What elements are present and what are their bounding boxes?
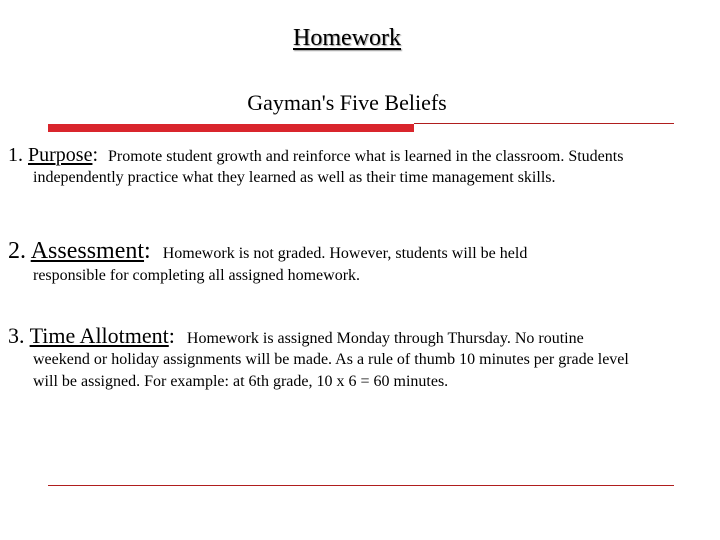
item-colon: : (168, 323, 175, 348)
item-colon: : (92, 144, 99, 166)
belief-item-time-allotment (8, 323, 716, 393)
item-number: 1. (8, 144, 28, 166)
divider-line-bottom (48, 485, 674, 486)
belief-item-assessment (8, 238, 716, 287)
item-continuation: responsible for completing all assigned homework. (33, 267, 361, 284)
divider-line-top (414, 123, 674, 124)
item-colon: : (144, 238, 151, 264)
item-text: Homework is assigned Monday through Thursday. No routine (186, 330, 584, 347)
item-continuation: will be assigned. For example: at 6th grade, 10 x 6 = 60 minutes. (33, 373, 449, 390)
item-number: 2. (8, 238, 31, 264)
slide-title: Homework (293, 25, 401, 51)
slide-subtitle: Gayman's Five Beliefs (247, 90, 447, 115)
item-first-line (8, 238, 716, 265)
belief-item-purpose (8, 144, 716, 189)
item-text: Homework is not graded. However, students will be held (162, 245, 528, 262)
item-continuation: independently practice what they learned as well as their time management skills. (33, 169, 556, 186)
item-heading: Time Allotment (29, 323, 169, 348)
item-text: Promote student growth and reinforce what is learned in the classroom. Students (108, 148, 624, 165)
item-number: 3. (8, 323, 30, 348)
item-continuation: weekend or holiday assignments will be made. As a rule of thumb 10 minutes per grade level (33, 351, 629, 368)
item-first-line (8, 144, 716, 167)
item-heading: Purpose (28, 144, 93, 166)
accent-rule (48, 124, 414, 132)
item-first-line (8, 323, 716, 349)
item-heading: Assessment (30, 238, 145, 264)
